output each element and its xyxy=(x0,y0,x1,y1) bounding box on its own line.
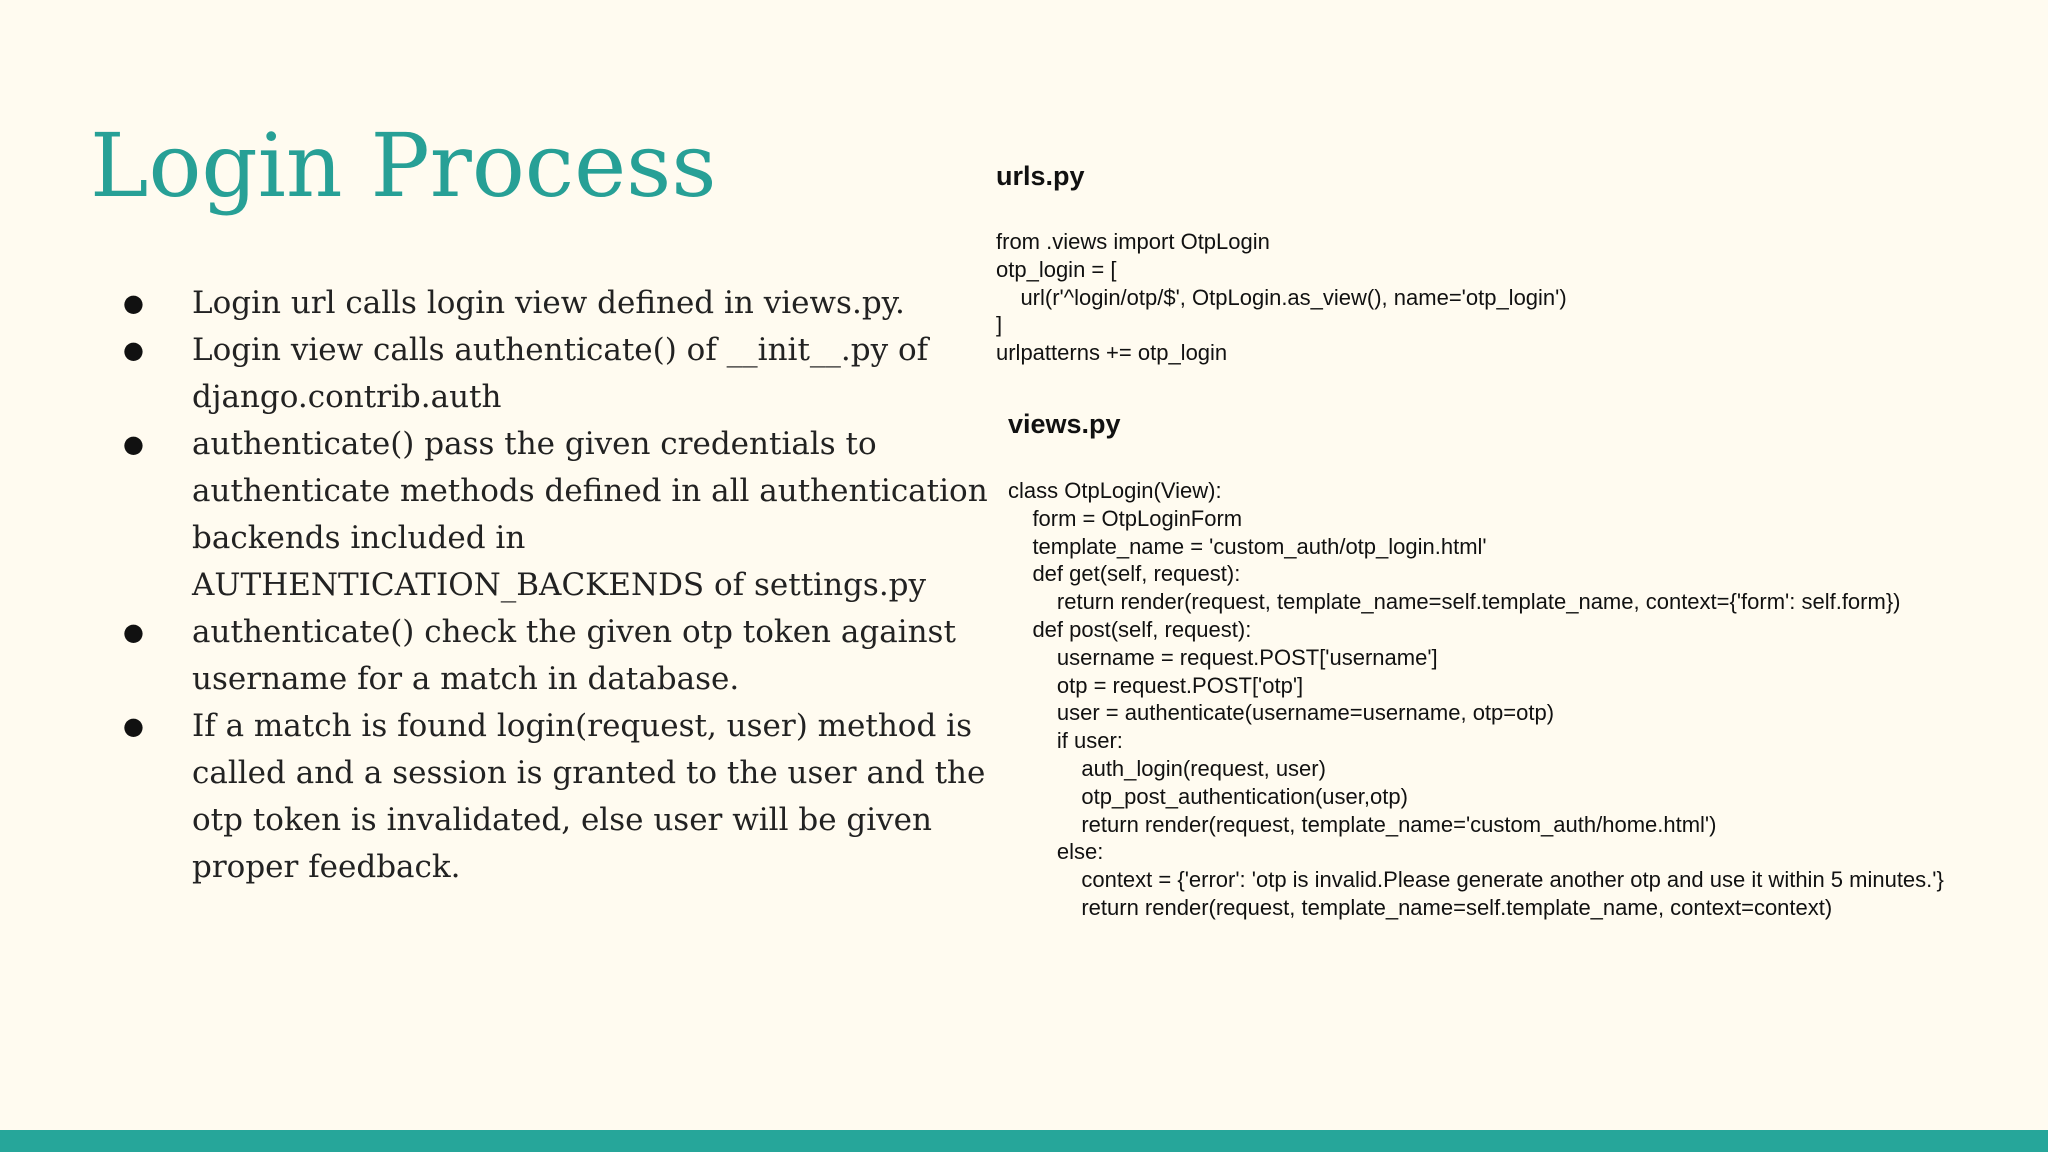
slide-title: Login Process xyxy=(90,114,717,217)
urls-code-block: from .views import OtpLogin otp_login = [ url(r'^login/otp/$', OtpLogin.as_view(), name='otp_login') ] urlpatterns += otp_login xyxy=(996,229,1567,366)
bullet-dot-icon: ● xyxy=(123,712,144,740)
bullet-text: authenticate() check the given otp token against username for a match in database. xyxy=(192,614,956,697)
bullet-item xyxy=(120,421,1000,609)
bullet-dot-icon: ● xyxy=(123,618,144,646)
bullet-item xyxy=(120,280,1000,327)
bullet-text: authenticate() pass the given credentials to authenticate methods defined in all authentication backends included in AUTHENTICATION_BACKENDS of settings.py xyxy=(192,426,988,603)
bullet-dot-icon: ● xyxy=(123,336,144,364)
bullet-text: If a match is found login(request, user) method is called and a session is granted to the user and the otp token is invalidated, else user will be given proper feedback. xyxy=(192,708,986,885)
bullet-text: Login url calls login view defined in views.py. xyxy=(192,285,905,321)
urls-heading: urls.py xyxy=(996,161,1085,191)
views-heading: views.py xyxy=(1008,409,1121,439)
bullet-dot-icon: ● xyxy=(123,289,144,317)
footer-accent-bar xyxy=(0,1130,2048,1152)
bullet-dot-icon: ● xyxy=(123,430,144,458)
bullet-item xyxy=(120,327,1000,421)
bullet-list xyxy=(120,280,1000,891)
views-code-block: class OtpLogin(View): form = OtpLoginForm template_name = 'custom_auth/otp_login.html' def get(self, request): return render(request, template_name=self.template_name, context={'form': self.form}) def post(self, request): username = request.POST['username'] otp = request.POST['otp'] user = authenticate(username=username, otp=otp) if user: auth_login(request, user) otp_post_authentication(user,otp) return render(request, template_name='custom_auth/home.html') else: context = {'error': 'otp is invalid.Please generate another otp and use it within 5 minutes.'} return render(request, template_name=self.template_name, context=context) xyxy=(1008,478,1944,920)
bullet-item xyxy=(120,609,1000,703)
bullet-text: Login view calls authenticate() of __init__.py of django.contrib.auth xyxy=(192,332,929,415)
bullet-item xyxy=(120,703,1000,891)
